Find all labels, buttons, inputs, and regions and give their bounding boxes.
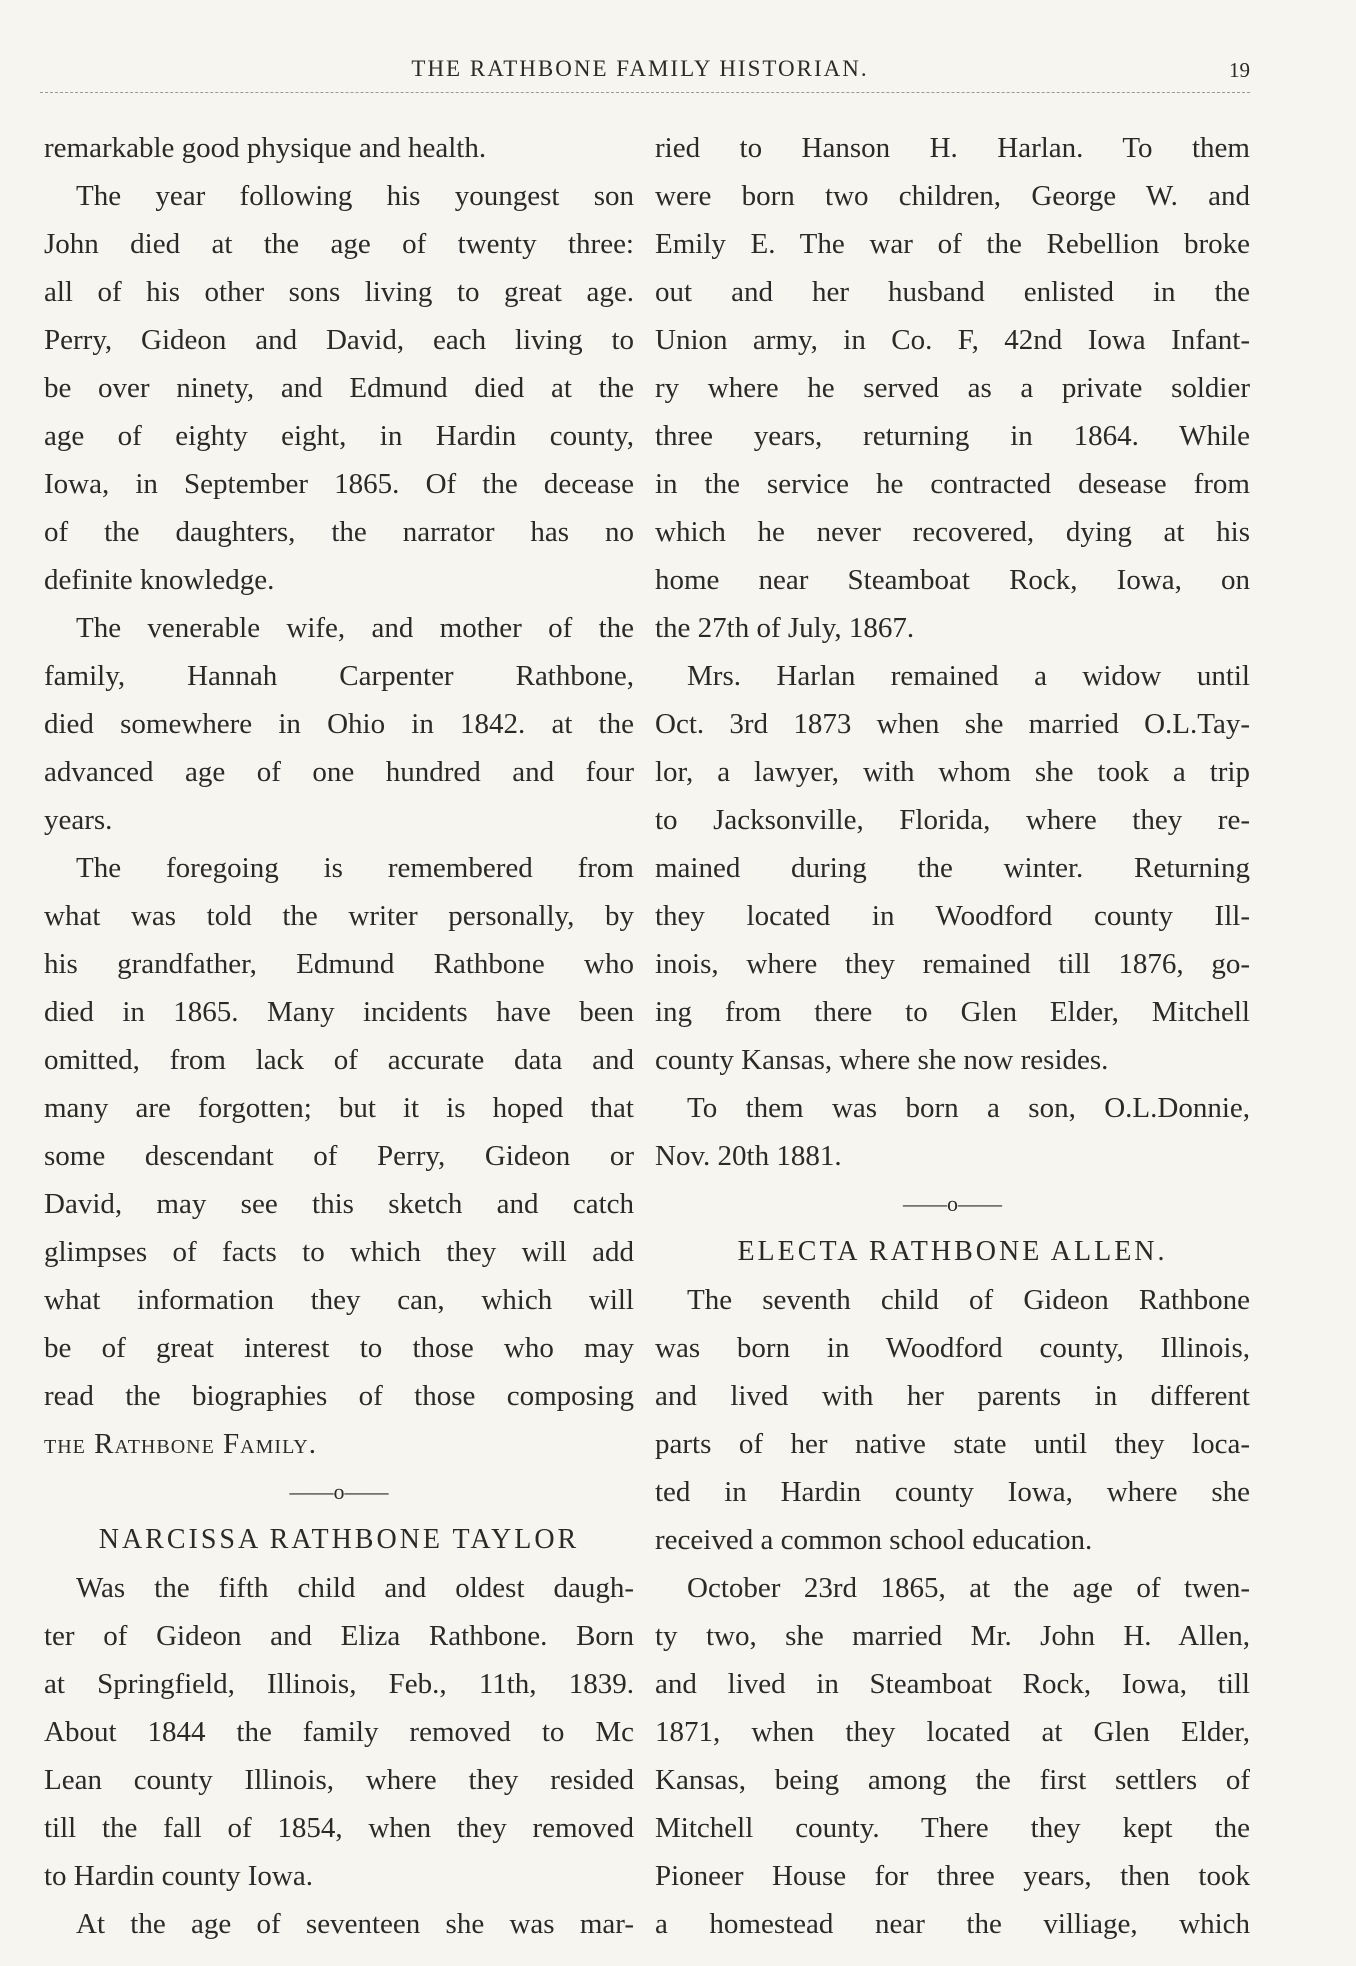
- paragraph-narcissa: [44, 1564, 634, 1900]
- text-line: omitted, from lack of accurate data and: [44, 1044, 634, 1076]
- text-line: and lived in Steamboat Rock, Iowa, till: [655, 1668, 1250, 1700]
- paragraph-wife: [44, 604, 634, 844]
- section-heading: NARCISSA RATHBONE TAYLOR: [98, 1524, 580, 1555]
- paragraph-foregoing: [44, 844, 634, 1468]
- text-line: were born two children, George W. and: [655, 180, 1250, 212]
- text-line: Union army, in Co. F, 42nd Iowa Infant-: [655, 324, 1250, 356]
- text-line: what information they can, which will: [44, 1284, 634, 1316]
- text-line: they located in Woodford county Ill-: [655, 900, 1250, 932]
- text-line: what was told the writer personally, by: [44, 900, 634, 932]
- text-line: ter of Gideon and Eliza Rathbone. Born: [44, 1620, 634, 1652]
- left-column: [44, 124, 634, 1948]
- text-line: and lived with her parents in different: [655, 1380, 1250, 1412]
- text-line: advanced age of one hundred and four: [44, 756, 634, 788]
- text-line: family, Hannah Carpenter Rathbone,: [44, 660, 634, 692]
- text-line: David, may see this sketch and catch: [44, 1188, 634, 1220]
- text-line: received a common school education.: [655, 1524, 1093, 1556]
- text-line: in the service he contracted desease from: [655, 468, 1250, 500]
- text-line: read the biographies of those composing: [44, 1380, 634, 1412]
- text-line: the Rathbone Family.: [44, 1428, 317, 1460]
- section-divider: ——o——: [903, 1191, 1002, 1216]
- text-line: Kansas, being among the first settlers of: [655, 1764, 1250, 1796]
- text-line: a homestead near the villiage, which: [655, 1908, 1250, 1940]
- text-line: inois, where they remained till 1876, go-: [655, 948, 1250, 980]
- text-line: at Springfield, Illinois, Feb., 11th, 1839.: [44, 1668, 634, 1700]
- text-line: years.: [44, 804, 113, 836]
- text-line: which he never recovered, dying at his: [655, 516, 1250, 548]
- text-line: At the age of seventeen she was mar-: [76, 1908, 634, 1940]
- text-line: glimpses of facts to which they will add: [44, 1236, 634, 1268]
- text-line: The foregoing is remembered from: [76, 852, 634, 884]
- text-line: Emily E. The war of the Rebellion broke: [655, 228, 1250, 260]
- text-line: of the daughters, the narrator has no: [44, 516, 634, 548]
- text-line: was born in Woodford county, Illinois,: [655, 1332, 1250, 1364]
- text-line: Pioneer House for three years, then took: [655, 1860, 1250, 1892]
- section-divider: ——o——: [289, 1479, 389, 1504]
- text-line: be over ninety, and Edmund died at the: [44, 372, 634, 404]
- text-line: died somewhere in Ohio in 1842. at the: [44, 708, 634, 740]
- text-line: to Jacksonville, Florida, where they re-: [655, 804, 1250, 836]
- running-title: THE RATHBONE FAMILY HISTORIAN.: [411, 56, 869, 81]
- text-line: ried to Hanson H. Harlan. To them: [655, 132, 1250, 164]
- paragraph-widow: [655, 652, 1250, 1084]
- text-line: to Hardin county Iowa.: [44, 1860, 313, 1892]
- text-line: October 23rd 1865, at the age of twen-: [687, 1572, 1250, 1604]
- text-line: About 1844 the family removed to Mc: [44, 1716, 634, 1748]
- text-line: his grandfather, Edmund Rathbone who: [44, 948, 634, 980]
- text-line: be of great interest to those who may: [44, 1332, 634, 1364]
- section-heading: ELECTA RATHBONE ALLEN.: [737, 1236, 1168, 1267]
- text-line: Iowa, in September 1865. Of the decease: [44, 468, 634, 500]
- text-line: parts of her native state until they loca-: [655, 1428, 1250, 1460]
- text-line: The venerable wife, and mother of the: [76, 612, 634, 644]
- text-line: many are forgotten; but it is hoped that: [44, 1092, 634, 1124]
- text-line: remarkable good physique and health.: [44, 132, 487, 164]
- paragraph-continuation: [44, 124, 634, 172]
- paragraph-sons: [44, 172, 634, 604]
- paragraph-allen: [655, 1564, 1250, 1948]
- text-line: Oct. 3rd 1873 when she married O.L.Tay-: [655, 708, 1250, 740]
- paragraph-marriage: [44, 1900, 634, 1948]
- right-column: [655, 124, 1250, 1948]
- text-line: Lean county Illinois, where they resided: [44, 1764, 634, 1796]
- text-line: Perry, Gideon and David, each living to: [44, 324, 634, 356]
- text-line: mained during the winter. Returning: [655, 852, 1250, 884]
- text-line: three years, returning in 1864. While: [655, 420, 1250, 452]
- running-header: [40, 56, 1250, 96]
- text-line: definite knowledge.: [44, 564, 275, 596]
- text-line: ted in Hardin county Iowa, where she: [655, 1476, 1250, 1508]
- text-line: till the fall of 1854, when they removed: [44, 1812, 634, 1844]
- text-line: Nov. 20th 1881.: [655, 1140, 842, 1172]
- text-line: all of his other sons living to great age.: [44, 276, 634, 308]
- text-line: ry where he served as a private soldier: [655, 372, 1250, 404]
- text-line: Mrs. Harlan remained a widow until: [687, 660, 1250, 692]
- header-rule: [40, 92, 1250, 93]
- text-line: the 27th of July, 1867.: [655, 612, 915, 644]
- text-line: Mitchell county. There they kept the: [655, 1812, 1250, 1844]
- text-line: To them was born a son, O.L.Donnie,: [687, 1092, 1250, 1124]
- text-line: county Kansas, where she now resides.: [655, 1044, 1109, 1076]
- text-line: John died at the age of twenty three:: [44, 228, 634, 260]
- text-line: ty two, she married Mr. John H. Allen,: [655, 1620, 1250, 1652]
- text-line: age of eighty eight, in Hardin county,: [44, 420, 634, 452]
- text-line: out and her husband enlisted in the: [655, 276, 1250, 308]
- paragraph-harlan: [655, 124, 1250, 652]
- text-line: some descendant of Perry, Gideon or: [44, 1140, 634, 1172]
- page-number: 19: [1229, 58, 1250, 82]
- text-line: The year following his youngest son: [76, 180, 634, 212]
- text-line: died in 1865. Many incidents have been: [44, 996, 634, 1028]
- text-line: 1871, when they located at Glen Elder,: [655, 1716, 1250, 1748]
- text-line: The seventh child of Gideon Rathbone: [687, 1284, 1250, 1316]
- text-line: Was the fifth child and oldest daugh-: [76, 1572, 634, 1604]
- paragraph-son: [655, 1084, 1250, 1180]
- text-line: ing from there to Glen Elder, Mitchell: [655, 996, 1250, 1028]
- text-line: home near Steamboat Rock, Iowa, on: [655, 564, 1250, 596]
- paragraph-electa: [655, 1276, 1250, 1564]
- text-line: lor, a lawyer, with whom she took a trip: [655, 756, 1250, 788]
